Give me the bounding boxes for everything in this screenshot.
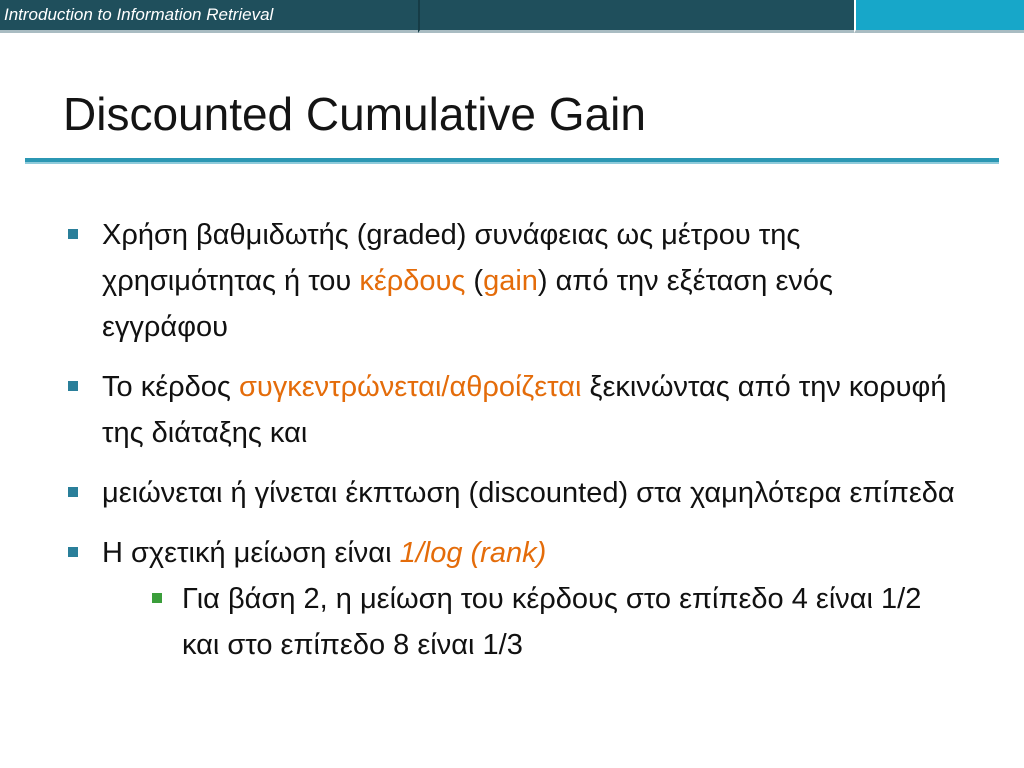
- bullet-text: ξεκινώντας από την κορυφή της διάταξης και: [102, 371, 947, 449]
- slide-title: Discounted Cumulative Gain: [63, 88, 646, 140]
- sub-bullet-item: [148, 576, 966, 668]
- bullet-list: [66, 212, 966, 682]
- bullet-highlight: 1/log (rank): [399, 537, 547, 569]
- bullet-item: [66, 530, 966, 668]
- bullet-text: ) από την εξέταση ενός εγγράφου: [102, 265, 833, 343]
- square-bullet-icon: [68, 381, 78, 391]
- square-bullet-icon: [68, 547, 78, 557]
- square-bullet-icon: [68, 229, 78, 239]
- bullet-highlight: gain: [483, 265, 538, 297]
- header-accent-block: [854, 0, 1024, 33]
- bullet-highlight: κέρδους: [359, 265, 466, 297]
- bullet-text: μειώνεται ή γίνεται έκπτωση (discounted) στα χαμηλότερα επίπεδα: [102, 477, 955, 509]
- title-divider: [25, 158, 999, 164]
- square-bullet-icon: [68, 487, 78, 497]
- bullet-text: (: [465, 265, 484, 297]
- square-sub-bullet-icon: [152, 593, 162, 603]
- bullet-item: [66, 470, 966, 516]
- bullet-item: [66, 364, 966, 456]
- bullet-text: Το κέρδος: [102, 371, 239, 403]
- bullet-highlight: συγκεντρώνεται/αθροίζεται: [238, 371, 582, 403]
- header-bar: [0, 0, 1024, 33]
- course-title: Introduction to Information Retrieval: [4, 5, 274, 24]
- header-left-block: [0, 0, 418, 33]
- bullet-text: Χρήση βαθμιδωτής (graded) συνάφειας ως μέτρου της χρησιμότητας ή του: [102, 219, 801, 297]
- header-middle-block: [418, 0, 854, 33]
- bullet-text: Η σχετική μείωση είναι: [102, 537, 400, 569]
- sub-bullet-text: Για βάση 2, η μείωση του κέρδους στο επίπεδο 4 είναι 1/2 και στο επίπεδο 8 είναι 1/3: [182, 583, 922, 661]
- bullet-item: [66, 212, 966, 350]
